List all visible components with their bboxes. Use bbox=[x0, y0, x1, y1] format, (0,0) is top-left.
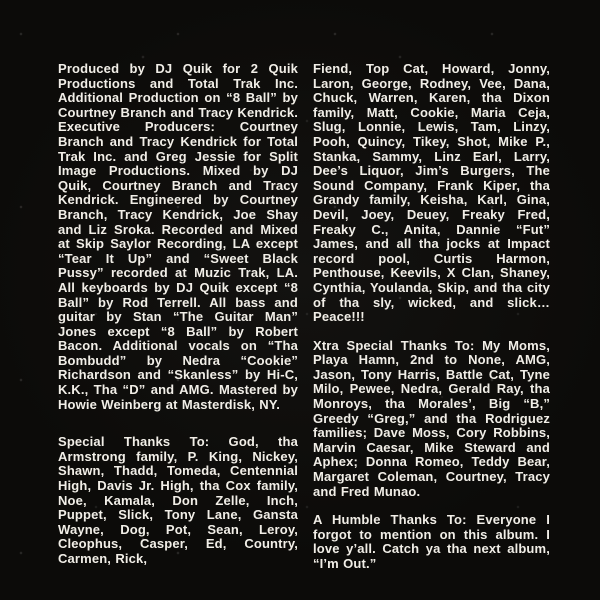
special-thanks-paragraph: Special Thanks To: God, tha Armstrong family, P. King, Nickey, Shawn, Thadd, Tomeda, Centennial High, Davis Jr. High, tha Cox family, Noe, Kamala, Don Zelle, Inch, Puppet, Slick, Tony Lane, Gansta Wayne, Dog, Pot, Sean, Leroy, Cleophus, Casper, Ed, Country, Carmen, Rick, bbox=[58, 434, 298, 566]
left-column bbox=[58, 62, 298, 572]
special-thanks-continued-paragraph: Fiend, Top Cat, Howard, Jonny, Laron, George, Rodney, Vee, Dana, Chuck, Warren, Karen, tha Dixon family, Matt, Cookie, Maria Ceja, Slug, Lonnie, Lewis, Tam, Linzy, Pooh, Quincy, Tikey, Shot, Mike P., Stanka, Sammy, Linz Earl, Larry, Dee’s Liquor, Jim’s Burgers, The Sound Company, Frank Kiper, tha Grandy family, Keisha, Karl, Gina, Devil, Joey, Deuey, Freaky Fred, Freaky C., Anita, Dannie “Fut” James, and all tha jocks at Impact record pool, Curtis Harmon, Penthouse, Keevils, X Clan, Shaney, Cynthia, Youlanda, Skip, and tha city of tha sly, wicked, and slick…Peace!!! bbox=[313, 61, 550, 325]
production-credits-paragraph: Produced by DJ Quik for 2 Quik Productions and Total Trak Inc. Additional Production on “8 Ball” by Courtney Branch and Tracy Kendrick. Executive Producers: Courtney Branch and Tracy Kendrick for Total Trak Inc. and Greg Jessie for Split Image Productions. Mixed by DJ Quik, Courtney Branch and Tracy Kendrick. Engineered by Courtney Branch, Tracy Kendrick, Joe Shay and Liz Sroka. Recorded and Mixed at Skip Saylor Recording, LA except “Tear It Up” and “Sweet Black Pussy” recorded at Muzic Trak, LA. All keyboards by DJ Quik except “8 Ball” by Rod Terrell. All bass and guitar by Stan “The Guitar Man” Jones except “8 Ball” by Robert Bacon. Additional vocals on “Tha Bombudd” by Nedra “Cookie” Richardson and “Skanless” by Hi-C, K.K., Tha “D” and AMG. Mastered by Howie Weinberg at Masterdisk, NY. bbox=[58, 61, 298, 412]
humble-thanks-paragraph: A Humble Thanks To: Everyone I forgot to mention on this album. I love y’all. Catch ya tha next album, “I’m Out.” bbox=[313, 512, 550, 571]
credits-columns bbox=[58, 62, 550, 572]
xtra-special-thanks-paragraph: Xtra Special Thanks To: My Moms, Playa Hamn, 2nd to None, AMG, Jason, Tony Harris, Battle Cat, Tyne Milo, Pewee, Nedra, Gerald Ray, tha Monroys, tha Morales’, Big “B,” Greedy “Greg,” and tha Rodriguez families; Dave Moss, Cory Robbins, Marvin Caesar, Mike Steward and Aphex; Donna Romeo, Teddy Bear, Margaret Coleman, Courtney, Tracy and Fred Munao. bbox=[313, 337, 550, 499]
right-column bbox=[313, 62, 550, 572]
